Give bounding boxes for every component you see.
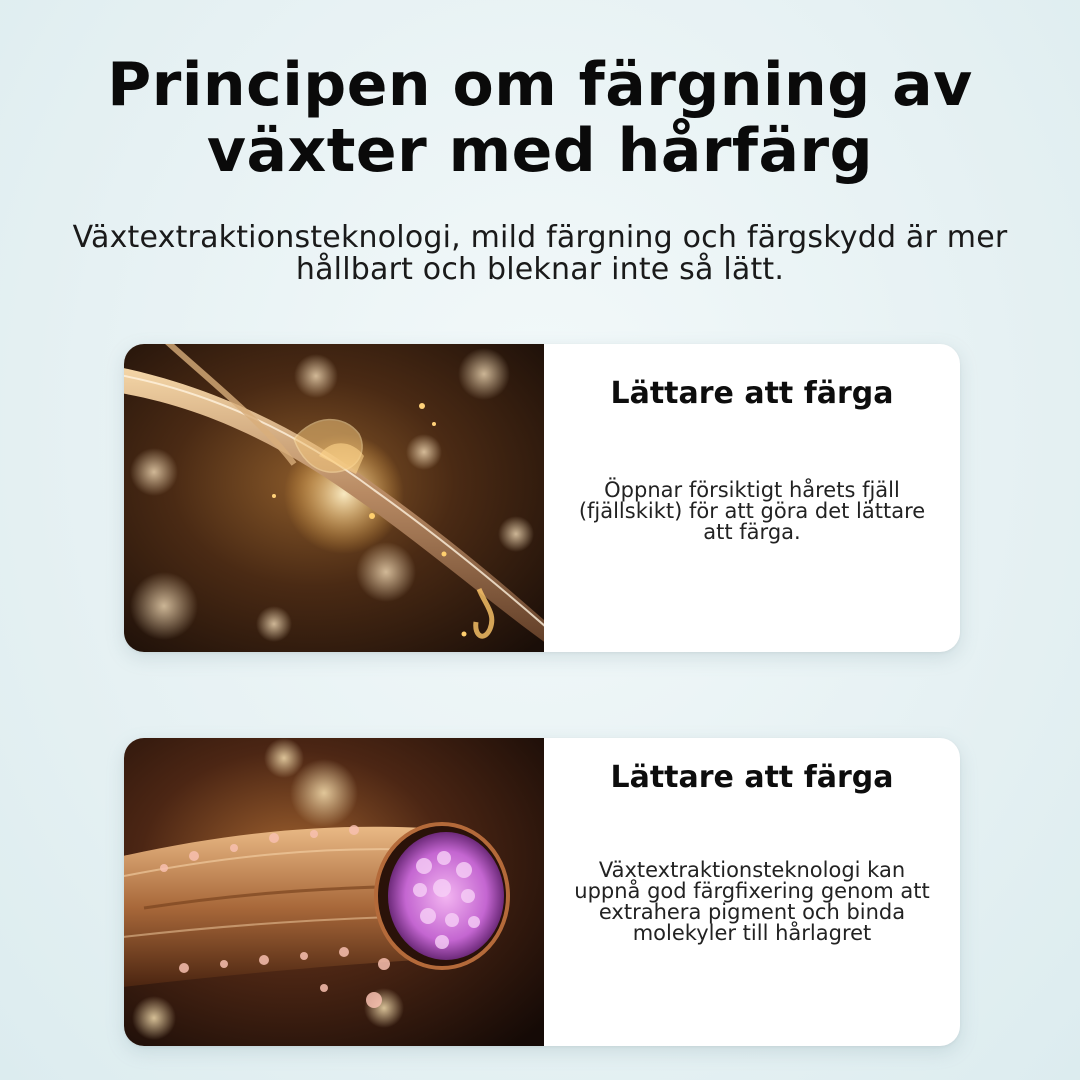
- feature-card-1: [124, 344, 960, 652]
- feature-card-2-body: Växtextraktionsteknologi kan uppnå god färgfixering genom att extrahera pigment och binda molekyler till hårlagret: [574, 858, 930, 945]
- feature-card-1-text: [544, 344, 960, 652]
- hair-strand-cuticle-illustration: [124, 344, 544, 652]
- page-subtitle: Växtextraktionsteknologi, mild färgning och färgskydd är mer hållbart och bleknar inte så lätt.: [72, 220, 1008, 287]
- header: [60, 52, 1020, 286]
- feature-card-2-title: Lättare att färga: [610, 760, 894, 795]
- page-title: Principen om färgning av växter med hårfärg: [107, 50, 973, 186]
- feature-card-1-body: Öppnar försiktigt hårets fjäll (fjällskikt) för att göra det lättare att färga.: [578, 478, 926, 544]
- feature-card-2-text: [544, 738, 960, 1046]
- hair-cross-section-illustration: [124, 738, 544, 1046]
- feature-card-2: [124, 738, 960, 1046]
- feature-card-1-title: Lättare att färga: [610, 376, 894, 411]
